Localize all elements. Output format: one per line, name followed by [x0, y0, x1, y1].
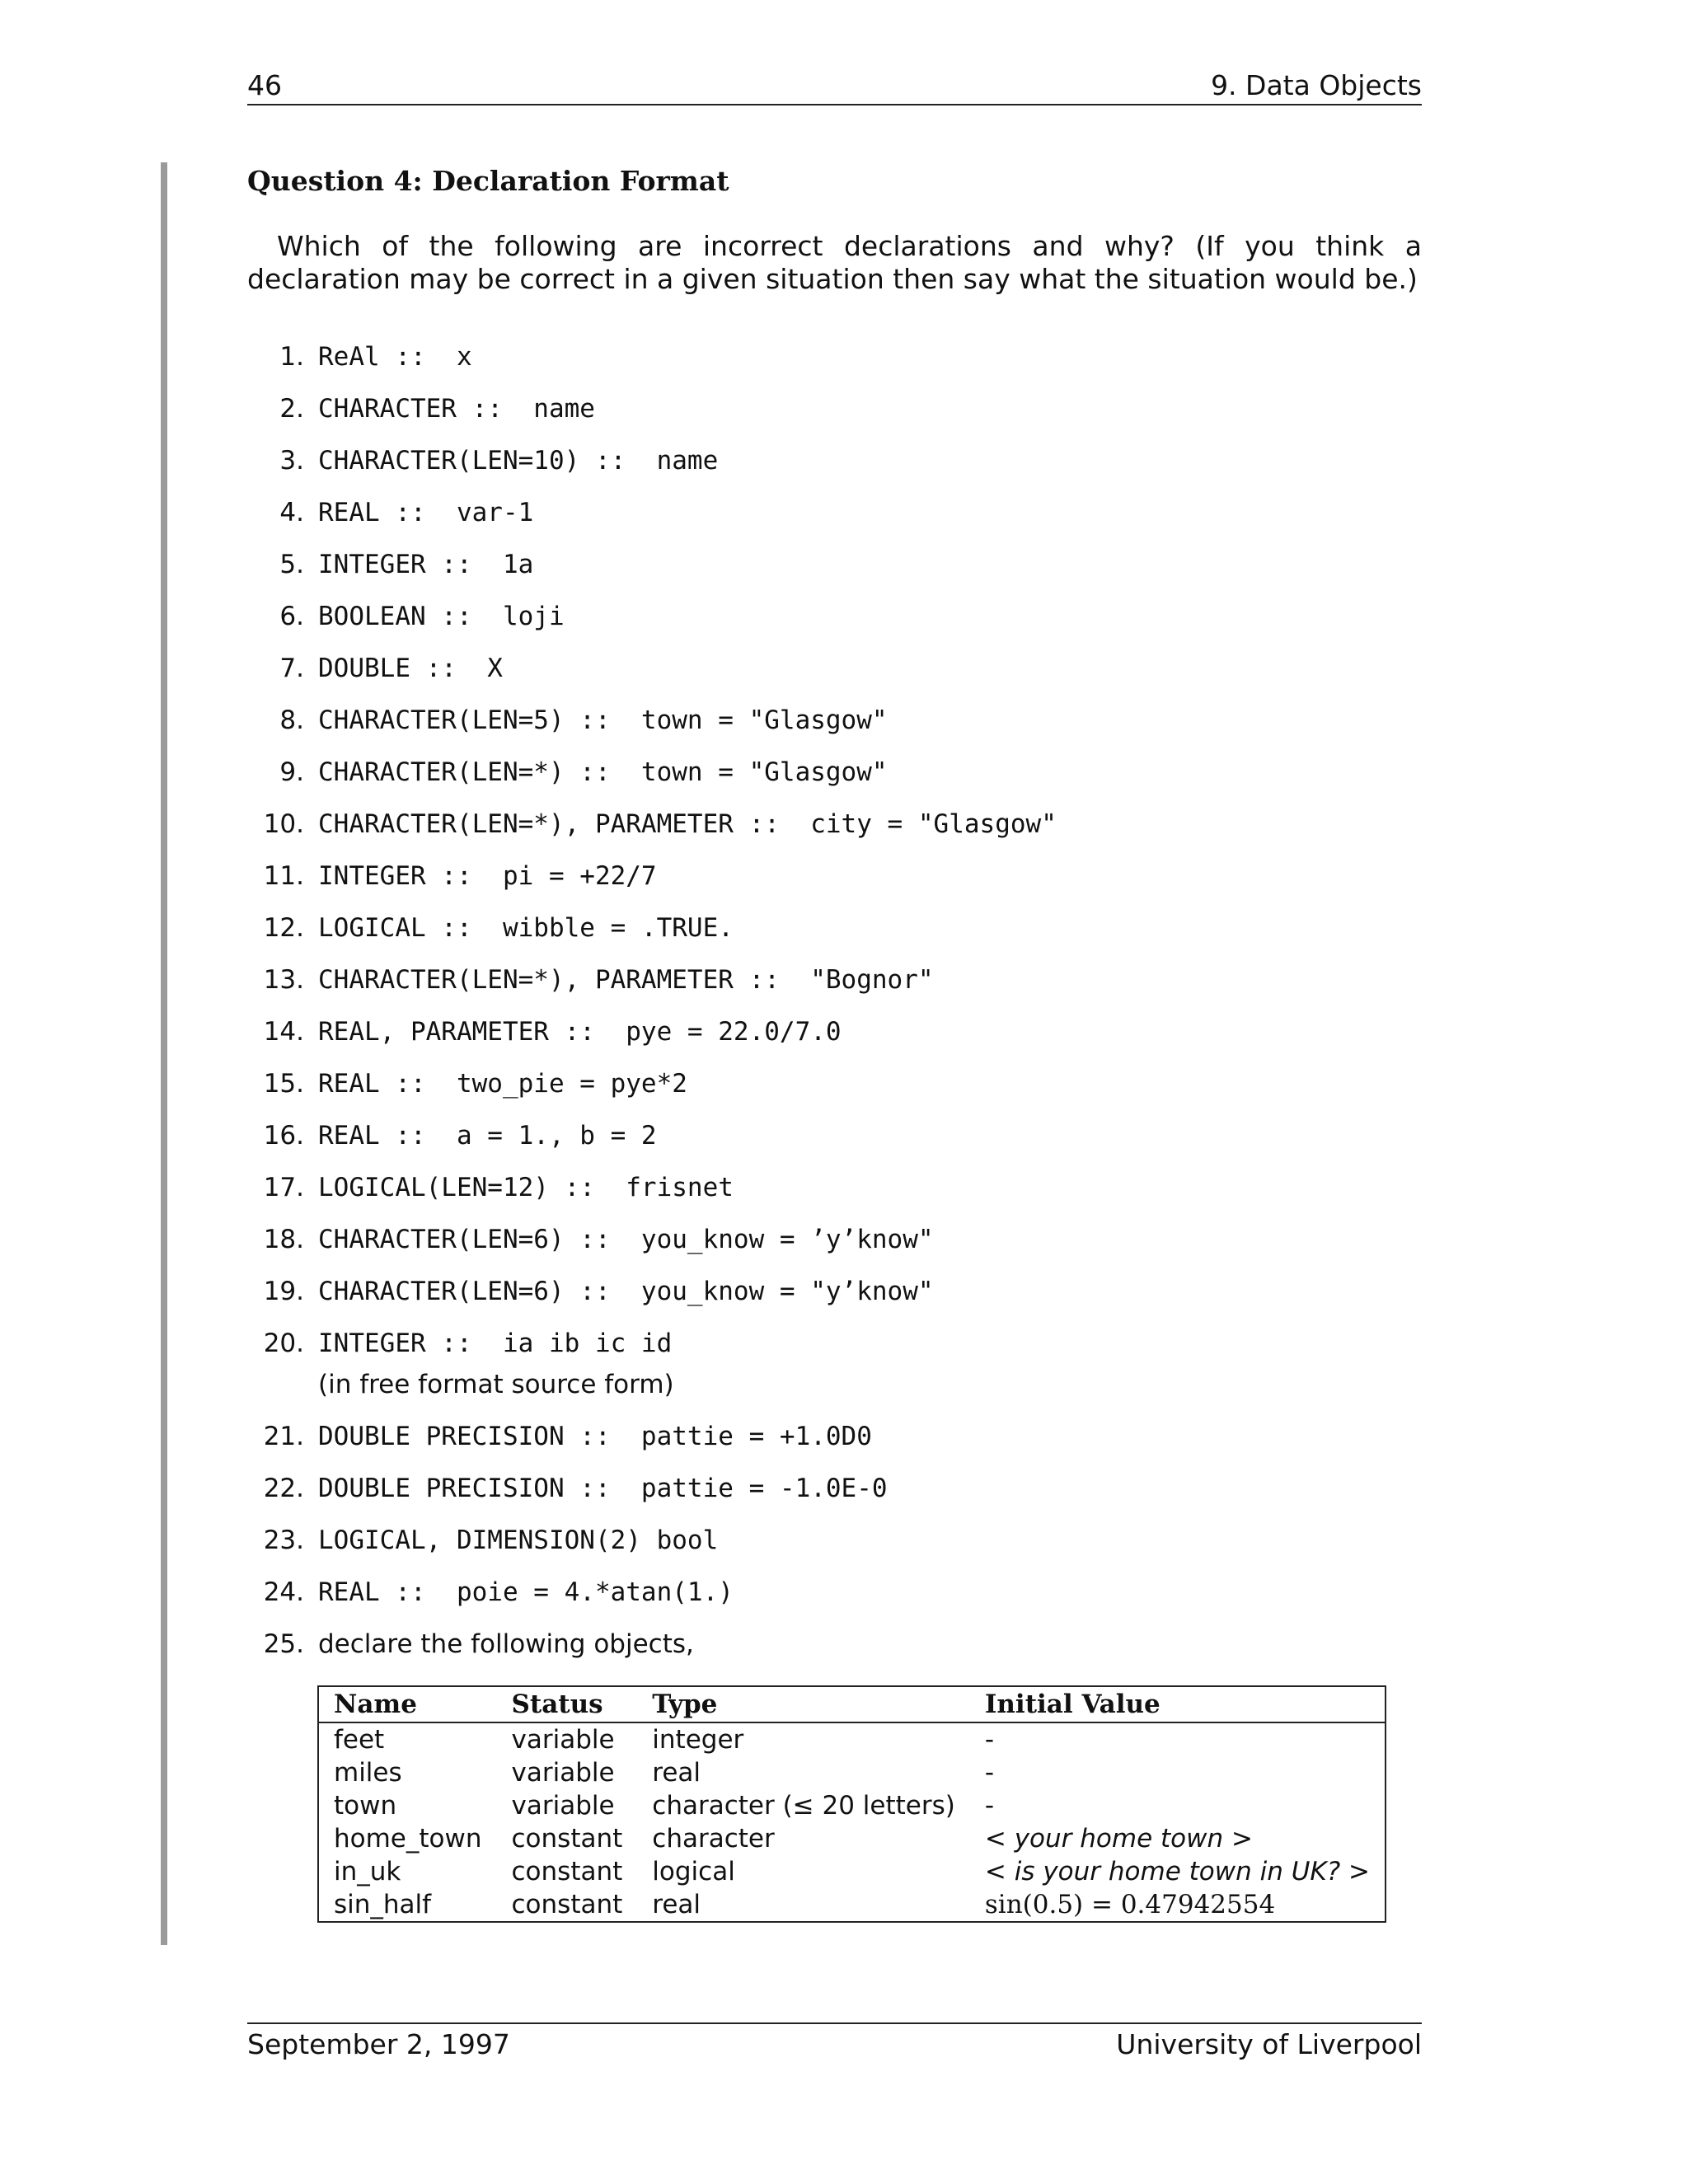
cell-type: logical: [652, 1857, 735, 1886]
running-header: [247, 68, 1422, 105]
item-number: 13.: [263, 965, 304, 995]
item-code: INTEGER :: ia ib ic id: [318, 1329, 673, 1358]
table-row: [318, 1756, 1386, 1789]
item-code: DOUBLE :: X: [318, 654, 503, 683]
item-number: 21.: [263, 1422, 304, 1451]
item-number: 11.: [263, 861, 304, 891]
list-item: [247, 443, 1422, 494]
item-number: 8.: [279, 705, 304, 735]
item-code: ReAl :: x: [318, 342, 472, 372]
item-code: INTEGER :: 1a: [318, 550, 534, 579]
list-item: [247, 1169, 1422, 1221]
running-footer: [247, 2022, 1422, 2060]
cell-type: integer: [652, 1725, 744, 1755]
list-item: [247, 1626, 1422, 1678]
table-header-row: [318, 1686, 1386, 1722]
item-number: 6.: [279, 602, 304, 631]
item-code: LOGICAL(LEN=12) :: frisnet: [318, 1173, 734, 1202]
list-item: [247, 546, 1422, 598]
item-number: 7.: [279, 654, 304, 683]
item-code: CHARACTER(LEN=*), PARAMETER :: "Bognor": [318, 965, 934, 995]
item-number: 3.: [279, 446, 304, 476]
cell-name: in_uk: [334, 1857, 401, 1886]
cell-initial-value: -: [984, 1758, 995, 1788]
item-number: 22.: [263, 1474, 304, 1503]
cell-name: town: [334, 1791, 397, 1821]
item-code: REAL :: a = 1., b = 2: [318, 1121, 657, 1151]
objects-table: [317, 1685, 1386, 1923]
column-header-type: Type: [637, 1686, 970, 1722]
list-item: [247, 494, 1422, 546]
list-item: [247, 650, 1422, 702]
item-code: DOUBLE PRECISION :: pattie = +1.0D0: [318, 1422, 872, 1451]
question-title: Question 4: Declaration Format: [247, 165, 729, 197]
item-number: 20.: [263, 1329, 304, 1358]
item-code: DOUBLE PRECISION :: pattie = -1.0E-0: [318, 1474, 888, 1503]
item-text: declare the following objects,: [318, 1629, 694, 1659]
column-header-initial-value: Initial Value: [970, 1686, 1386, 1722]
item-code: CHARACTER(LEN=6) :: you_know = ’y’know": [318, 1225, 934, 1254]
item-code: REAL :: poie = 4.*atan(1.): [318, 1577, 734, 1607]
item-code: CHARACTER :: name: [318, 394, 595, 424]
cell-status: variable: [511, 1758, 615, 1788]
item-number: 23.: [263, 1526, 304, 1555]
item-code: CHARACTER(LEN=*), PARAMETER :: city = "Glasgow": [318, 809, 1057, 839]
item-number: 18.: [263, 1225, 304, 1254]
item-code: LOGICAL, DIMENSION(2) bool: [318, 1526, 719, 1555]
cell-initial-value: sin(0.5) = 0.47942554: [984, 1890, 1276, 1919]
item-number: 17.: [263, 1173, 304, 1202]
item-code: CHARACTER(LEN=5) :: town = "Glasgow": [318, 705, 888, 735]
list-item: [247, 858, 1422, 910]
margin-change-bar: [161, 162, 167, 1945]
item-code: REAL :: two_pie = pye*2: [318, 1069, 687, 1099]
cell-type: real: [652, 1758, 701, 1788]
cell-name: home_town: [334, 1824, 482, 1854]
cell-name: feet: [334, 1725, 385, 1755]
item-code: INTEGER :: pi = +22/7: [318, 861, 657, 891]
column-header-name: Name: [318, 1686, 497, 1722]
column-header-status: Status: [497, 1686, 638, 1722]
cell-status: constant: [511, 1824, 623, 1854]
cell-initial-value: -: [984, 1725, 995, 1755]
list-item: [247, 598, 1422, 650]
cell-name: miles: [334, 1758, 402, 1788]
cell-type: character: [652, 1824, 775, 1854]
list-item: [247, 1066, 1422, 1118]
table-row: [318, 1722, 1386, 1756]
list-item: [247, 1470, 1422, 1522]
list-item: [247, 1418, 1422, 1470]
list-item: [247, 962, 1422, 1014]
list-item: [247, 702, 1422, 754]
item-code: CHARACTER(LEN=10) :: name: [318, 446, 719, 476]
item-number: 14.: [263, 1017, 304, 1047]
page-number: 46: [247, 69, 282, 101]
list-item: [247, 806, 1422, 858]
cell-initial-value: < your home town >: [984, 1824, 1253, 1854]
list-item: [247, 1014, 1422, 1066]
item-number: 25.: [263, 1629, 304, 1659]
item-code: LOGICAL :: wibble = .TRUE.: [318, 913, 734, 943]
item-code: CHARACTER(LEN=*) :: town = "Glasgow": [318, 757, 888, 787]
list-item: [247, 1118, 1422, 1169]
declaration-list: [247, 339, 1422, 1678]
item-number: 1.: [279, 342, 304, 372]
list-item: [247, 1574, 1422, 1626]
list-item: [247, 1522, 1422, 1574]
list-item: [247, 391, 1422, 443]
footer-institution: University of Liverpool: [1116, 2028, 1422, 2060]
list-item: [247, 1221, 1422, 1273]
item-number: 10.: [263, 809, 304, 839]
cell-name: sin_half: [334, 1890, 432, 1919]
chapter-title: 9. Data Objects: [1211, 69, 1422, 101]
cell-initial-value: < is your home town in UK? >: [984, 1857, 1371, 1886]
item-note: (in free format source form): [318, 1370, 674, 1399]
item-number: 16.: [263, 1121, 304, 1151]
cell-status: constant: [511, 1890, 623, 1919]
list-item: [247, 339, 1422, 391]
item-number: 4.: [279, 498, 304, 527]
footer-date: September 2, 1997: [247, 2028, 510, 2060]
table-row: [318, 1789, 1386, 1822]
item-code: REAL, PARAMETER :: pye = 22.0/7.0: [318, 1017, 842, 1047]
cell-type: real: [652, 1890, 701, 1919]
table-row: [318, 1855, 1386, 1888]
item-number: 24.: [263, 1577, 304, 1607]
item-number: 12.: [263, 913, 304, 943]
item-number: 5.: [279, 550, 304, 579]
cell-status: variable: [511, 1791, 615, 1821]
item-code: REAL :: var-1: [318, 498, 534, 527]
list-item: [247, 1325, 1422, 1418]
cell-status: variable: [511, 1725, 615, 1755]
item-number: 9.: [279, 757, 304, 787]
list-item: [247, 1273, 1422, 1325]
item-code: CHARACTER(LEN=6) :: you_know = "y’know": [318, 1277, 934, 1306]
item-number: 19.: [263, 1277, 304, 1306]
item-number: 15.: [263, 1069, 304, 1099]
table-row: [318, 1822, 1386, 1855]
item-code: BOOLEAN :: loji: [318, 602, 565, 631]
item-number: 2.: [279, 394, 304, 424]
list-item: [247, 754, 1422, 806]
question-intro: Which of the following are incorrect declarations and why? (If you think a declaration may be correct in a given situation then say what the situation would be.): [247, 230, 1422, 295]
table-row: [318, 1888, 1386, 1922]
cell-type: character (≤ 20 letters): [652, 1791, 955, 1821]
cell-status: constant: [511, 1857, 623, 1886]
cell-initial-value: -: [984, 1791, 995, 1821]
list-item: [247, 910, 1422, 962]
